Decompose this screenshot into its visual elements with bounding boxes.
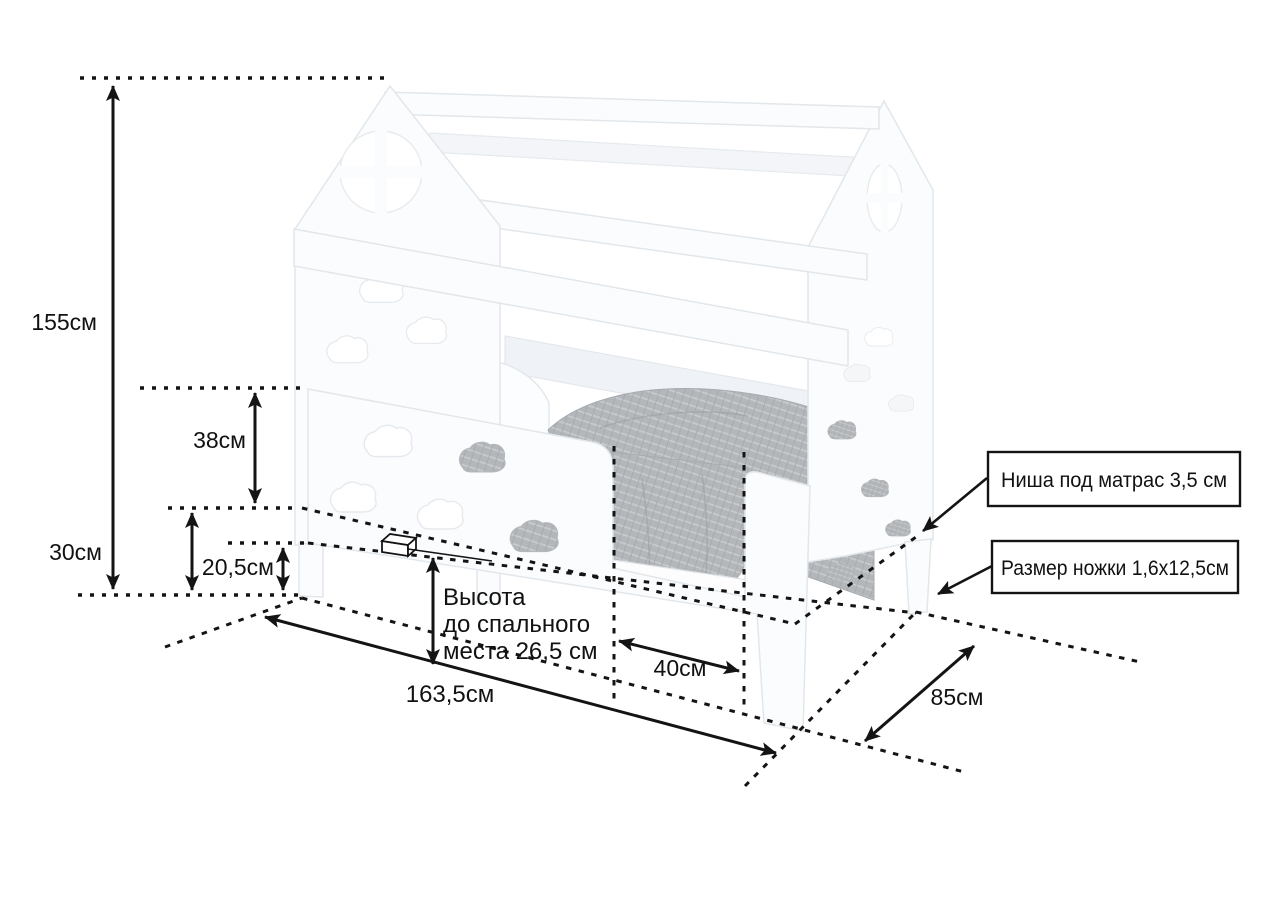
dim-label-rail-height: 38см (193, 427, 246, 453)
floor-edge-rear-extension (916, 612, 1140, 662)
dim-label-opening: 40см (653, 655, 707, 681)
front-roof-rail (459, 197, 867, 280)
dim-label-length: 163,5см (405, 681, 495, 708)
ridge-board (385, 92, 879, 129)
callout-leg-size (938, 541, 1238, 594)
dim-label-sleep-height-line1: Высота (443, 584, 526, 611)
dim-label-base-height: 30см (49, 539, 102, 565)
foot-window-mullion-h (864, 193, 905, 203)
head-window-mullion-h (337, 166, 425, 178)
rear-roof-rail (430, 133, 868, 177)
dim-label-total-height: 155см (31, 309, 97, 335)
floor-edge-front (302, 598, 968, 773)
callout-leg-label: Размер ножки 1,6х12,5см (1001, 556, 1229, 580)
bed-illustration (294, 86, 933, 731)
rear-right-leg (905, 539, 931, 614)
callout-niche-label: Ниша под матрас 3,5 см (1001, 468, 1227, 492)
dim-label-sleep-height-line2: до спального (443, 611, 591, 638)
front-left-leg (299, 543, 323, 597)
dim-label-clearance: 20,5см (201, 554, 274, 580)
callout-mattress-niche (923, 452, 1240, 531)
dim-label-sleep-height-line3: места 26,5 см (443, 638, 598, 665)
callout-leg-arrow (938, 566, 992, 594)
dim-label-width: 85см (930, 684, 984, 710)
